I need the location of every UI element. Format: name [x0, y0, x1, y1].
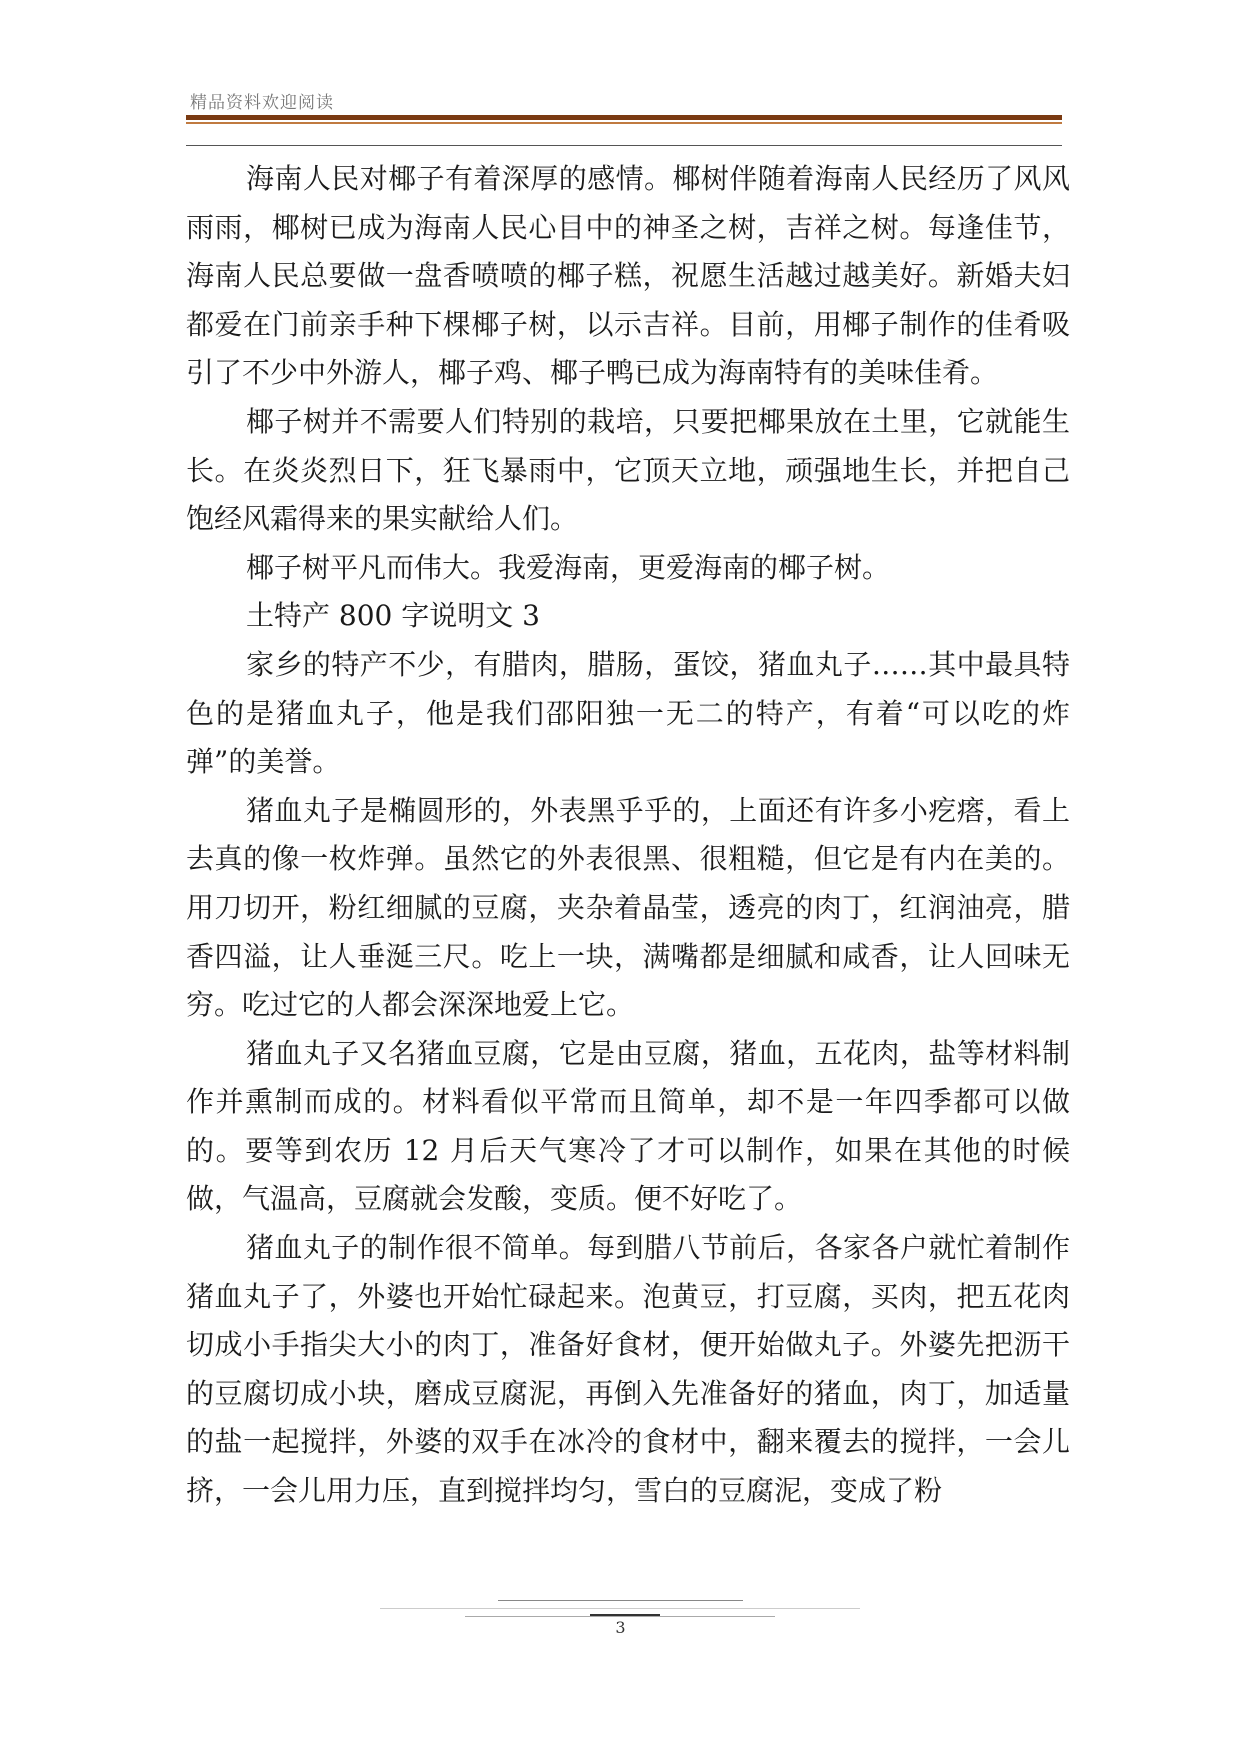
footer-rule-mark [590, 1614, 660, 1616]
footer-rule [498, 1600, 743, 1601]
paragraph: 猪血丸子又名猪血豆腐，它是由豆腐，猪血，五花肉，盐等材料制作并熏制而成的。材料看似平常而且简单，却不是一年四季都可以做的。要等到农历 12 月后天气寒冷了才可以制作，如果在其他的时候做，气温高，豆腐就会发酸，变质。便不好吃了。 [186, 1036, 1070, 1216]
document-body [186, 155, 1070, 1516]
section-heading: 土特产 800 字说明文 3 [246, 599, 540, 633]
page-header-text: 精品资料欢迎阅读 [190, 93, 334, 113]
paragraph: 海南人民对椰子有着深厚的感情。椰树伴随着海南人民经历了风风雨雨，椰树已成为海南人民心目中的神圣之树，吉祥之树。每逢佳节，海南人民总要做一盘香喷喷的椰子糕，祝愿生活越过越美好。新婚夫妇都爱在门前亲手种下棵椰子树，以示吉祥。目前，用椰子制作的佳肴吸引了不少中外游人，椰子鸡、椰子鸭已成为海南特有的美味佳肴。 [186, 162, 1070, 390]
paragraph: 猪血丸子是椭圆形的，外表黑乎乎的，上面还有许多小疙瘩，看上去真的像一枚炸弹。虽然它的外表很黑、很粗糙，但它是有内在美的。用刀切开，粉红细腻的豆腐，夹杂着晶莹，透亮的肉丁，红润油亮，腊香四溢，让人垂涎三尺。吃上一块，满嘴都是细腻和咸香，让人回味无穷。吃过它的人都会深深地爱上它。 [186, 793, 1070, 1022]
content-top-rule [186, 145, 1062, 146]
footer-rule [465, 1616, 775, 1617]
page-number: 3 [615, 1618, 626, 1637]
paragraph: 椰子树并不需要人们特别的栽培，只要把椰果放在土里，它就能生长。在炎炎烈日下，狂飞暴雨中，它顶天立地，顽强地生长，并把自己饱经风霜得来的果实献给人们。 [186, 404, 1070, 536]
footer-rule [380, 1608, 860, 1609]
header-rule-accent [186, 122, 1062, 124]
paragraph: 猪血丸子的制作很不简单。每到腊八节前后，各家各户就忙着制作猪血丸子了，外婆也开始忙碌起来。泡黄豆，打豆腐，买肉，把五花肉切成小手指尖大小的肉丁，准备好食材，便开始做丸子。外婆先把沥干的豆腐切成小块，磨成豆腐泥，再倒入先准备好的猪血，肉丁，加适量的盐一起搅拌，外婆的双手在冰冷的食材中，翻来覆去的搅拌，一会儿挤，一会儿用力压，直到搅拌均匀，雪白的豆腐泥，变成了粉 [186, 1231, 1070, 1508]
paragraph: 椰子树平凡而伟大。我爱海南，更爱海南的椰子树。 [246, 550, 891, 584]
header-rule [186, 115, 1062, 120]
paragraph: 家乡的特产不少，有腊肉，腊肠，蛋饺，猪血丸子……其中最具特色的是猪血丸子，他是我们邵阳独一无二的特产，有着“可以吃的炸弹”的美誉。 [186, 647, 1070, 779]
